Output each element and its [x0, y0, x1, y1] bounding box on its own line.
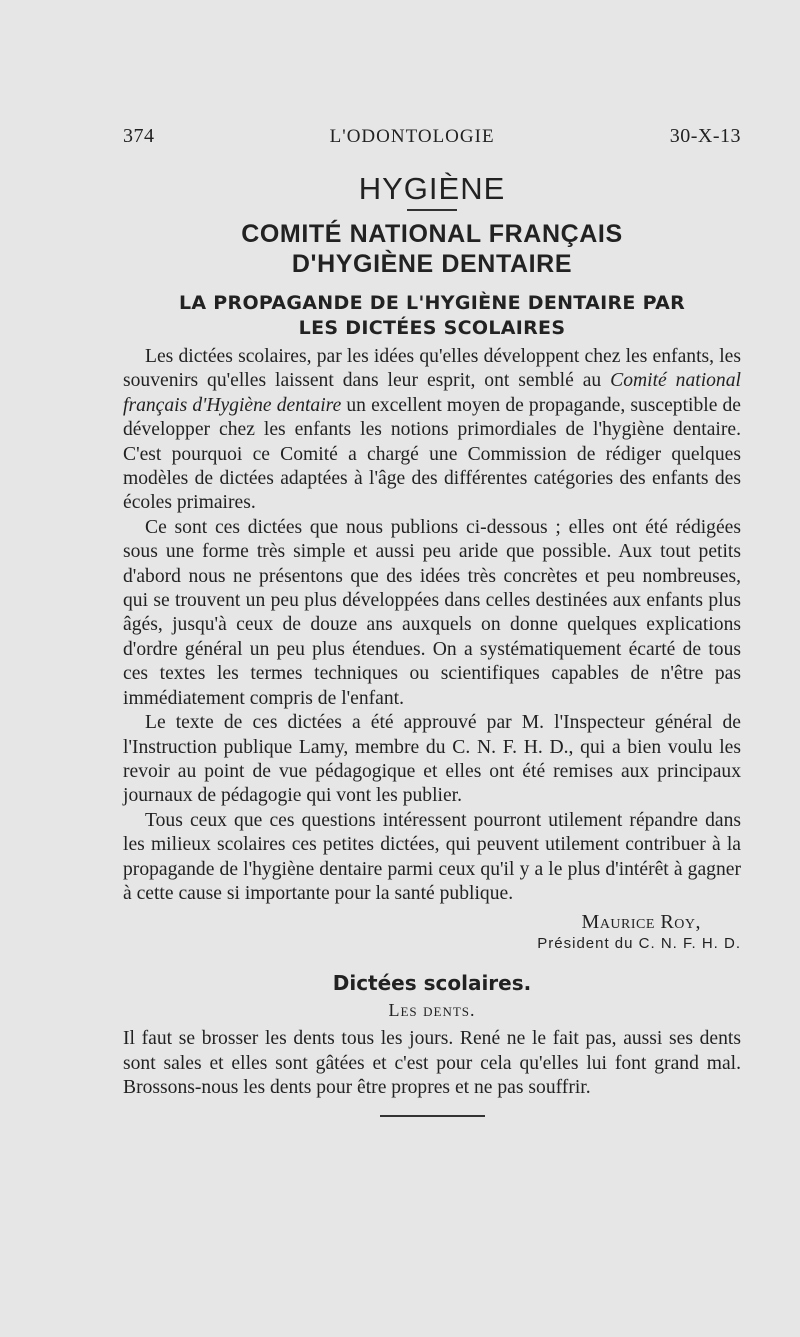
article-body — [123, 345, 741, 906]
dictation-body — [123, 1027, 741, 1100]
signature-role: Président du C. N. F. H. D. — [537, 935, 741, 953]
paragraph-1-end: un excellent moyen de propagande, susceptible de développer chez les enfants les notions primordiales de l'hygiène dentaire. C'est pourquoi ce Comité a chargé une Commission de rédiger quelques modèles de dictées adaptées à l'âge des différentes catégories des enfants des écoles primaires. — [123, 394, 741, 514]
dictation-subheading: Les dents. — [388, 1000, 476, 1021]
committee-line-1: COMITÉ NATIONAL FRANÇAIS — [241, 220, 623, 248]
article-title-line-1: LA PROPAGANDE DE L'HYGIÈNE DENTAIRE PAR — [178, 292, 686, 314]
page-number: 374 — [123, 125, 155, 147]
dictations-heading: Dictées scolaires. — [332, 971, 532, 996]
paragraph-3: Le texte de ces dictées a été approuvé par M. l'Inspecteur général de l'Instruction publique Lamy, membre du C. N. F. H. D., qui a bien voulu les revoir au point de vue pédagogique et elles ont été remises aux principaux journaux de pédagogie qui vont les publier. — [123, 712, 741, 807]
committee-heading — [123, 219, 741, 279]
running-head — [123, 125, 741, 155]
end-divider — [380, 1115, 485, 1117]
dictation-text: Il faut se brosser les dents tous les jours. René ne le fait pas, aussi ses dents sont sales et elles sont gâtées et c'est pour cela qu'elles lui font grand mal. Brossons-nous les dents pour être propres et ne pas souffrir. — [123, 1028, 741, 1099]
paragraph-1-start: Les dictées scolaires, par les idées qu'elles développent chez les enfants, les souvenirs qu'elles laissent dans leur esprit, ont semblé au — [123, 346, 741, 392]
paragraph-2: Ce sont ces dictées que nous publions ci-dessous ; elles ont été rédigées sous une forme très simple et aussi peu aride que possible. Aux tout petits d'abord nous ne présentons que des idées très concrètes et peu nombreuses, qui se trouvent un peu plus développées dans celles destinées aux enfants plus âgés, jusqu'à ceux de douze ans auxquels on donne quelques explications d'ordre général un peu plus étendues. On a systématiquement écarté de tous ces textes les termes techniques ou scientifiques capables de n'être pas immédiatement compris de l'enfant. — [123, 516, 741, 709]
committee-line-2: D'HYGIÈNE DENTAIRE — [291, 250, 573, 278]
issue-date: 30-X-13 — [669, 125, 741, 147]
committee-name-italic: Comité national français d'Hygiène dentaire — [123, 370, 741, 416]
signature-block — [123, 910, 741, 954]
paragraph-1 — [123, 345, 741, 516]
document-page — [123, 125, 741, 1117]
title-divider — [407, 209, 457, 211]
article-title-line-2: LES DICTÉES SCOLAIRES — [298, 317, 566, 339]
section-title: HYGIÈNE — [358, 171, 506, 206]
journal-title: L'ODONTOLOGIE — [329, 126, 495, 147]
signature-name: Maurice Roy, — [581, 911, 701, 934]
paragraph-4: Tous ceux que ces questions intéressent pourront utilement répandre dans les milieux scolaires ces petites dictées, qui peuvent utilement contribuer à la propagande de l'hygiène dentaire parmi ceux qu'il y a le plus d'intérêt à gagner à cette cause si importante pour la santé publique. — [123, 809, 741, 904]
article-title — [123, 291, 741, 341]
